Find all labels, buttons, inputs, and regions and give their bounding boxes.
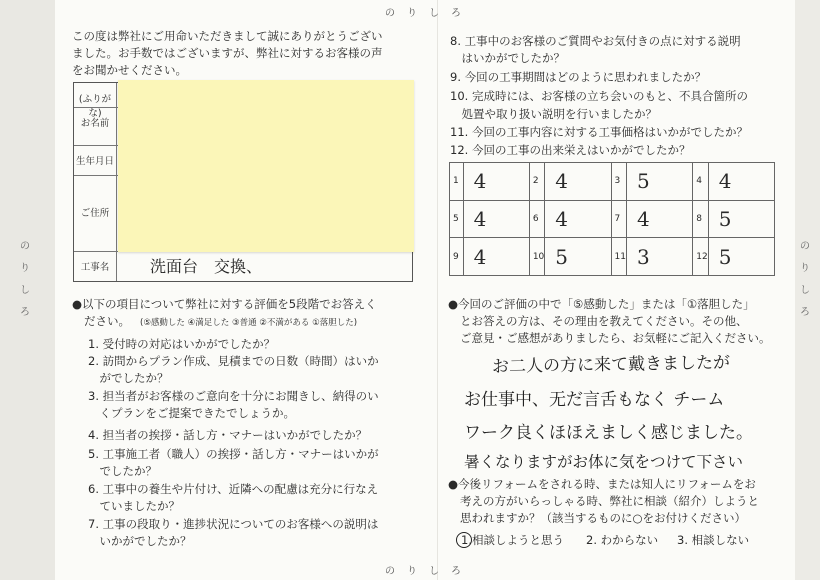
question-line: ていましたか？ — [88, 499, 180, 513]
score-value: 5 — [627, 163, 693, 201]
question-line: がでしたか？ — [88, 371, 169, 385]
score-value: 4 — [463, 238, 529, 276]
score-number: 9 — [450, 238, 464, 276]
score-number: 8 — [693, 200, 708, 238]
score-value: 4 — [545, 200, 611, 238]
question-line: 7. 工事の段取り・進捗状況についてのお客様への説明は — [88, 517, 379, 531]
comment-handwritten-3: ワーク良くほほえましく感じました。 — [464, 423, 753, 443]
score-number: 5 — [450, 200, 464, 238]
referral-option-3[interactable]: 3. 相談しない — [677, 533, 750, 547]
rating-lead-1: ●以下の項目について弊社に対する評価を5段階でお答えく — [72, 297, 377, 311]
question-line: 12. 今回の工事の出来栄えはいかがでしたか？ — [450, 143, 691, 157]
question-line: 9. 今回の工事期間はどのように思われましたか？ — [450, 70, 707, 84]
referral-option-1[interactable]: 1.相談しようと思う — [461, 533, 564, 547]
question-line: 5. 工事施工者（職人）の挨拶・話し方・マナーはいかが — [88, 447, 379, 461]
score-number: 7 — [611, 200, 626, 238]
score-value: 5 — [708, 238, 774, 276]
question-line: 10. 完成時には、お客様の立ち会いのもと、不具合箇所の — [450, 89, 748, 103]
rating-lead-2: ださい。 — [84, 314, 130, 328]
reason-lead-2: とお答えの方は、その理由を教えてください。その他、 — [460, 314, 748, 328]
work-name-label: 工事名 — [80, 262, 110, 273]
bottom-glue-label: のりしろ — [385, 566, 473, 577]
score-value: 4 — [545, 163, 611, 201]
score-value: 3 — [627, 238, 693, 276]
question-line: でしたか？ — [88, 464, 157, 478]
reason-lead-3: ご意見・ご感想がありましたら、お気軽にご記入ください。 — [460, 331, 771, 345]
score-number: 2 — [529, 163, 544, 201]
birthday-label: 生年月日 — [75, 156, 114, 167]
score-number: 6 — [529, 200, 544, 238]
score-value: 4 — [627, 200, 693, 238]
furigana-label: (ふりがな) — [78, 94, 112, 119]
intro-line-1: この度は弊社にご用命いただきまして誠にありがとうござい — [72, 29, 383, 43]
top-glue-label: のりしろ — [385, 8, 473, 19]
question-line: 6. 工事中の養生や片付け、近隣への配慮は充分に行なえ — [88, 482, 379, 496]
name-label: お名前 — [80, 118, 110, 129]
right-glue-label: のりしろ — [800, 241, 810, 318]
score-value: 5 — [708, 200, 774, 238]
score-number: 1 — [450, 163, 464, 201]
fold-line — [437, 0, 438, 580]
question-line: はいかがでしたか？ — [450, 51, 565, 65]
referral-option-2[interactable]: 2. わからない — [586, 533, 659, 547]
score-number: 12 — [693, 238, 708, 276]
referral-lead-2: 考えの方がいらっしゃる時、弊社に相談（紹介）しようと — [460, 494, 759, 508]
work-name-handwritten: 洗面台 交換、 — [150, 257, 263, 276]
score-value: 4 — [708, 163, 774, 201]
score-number: 10 — [529, 238, 544, 276]
score-number: 4 — [693, 163, 708, 201]
question-line: 2. 訪問からプラン作成、見積までの日数（時間）はいか — [88, 354, 379, 368]
question-line: 8. 工事中のお客様のご質問やお気付きの点に対する説明 — [450, 34, 741, 48]
comment-handwritten-2: お仕事中、无だ言舌もなく チーム — [464, 390, 725, 410]
question-line: いかがでしたか？ — [88, 534, 192, 548]
address-label: ご住所 — [80, 208, 110, 219]
reason-lead-1: ●今回のご評価の中で「⑤感動した」または「①落胆した」 — [448, 297, 755, 311]
intro-line-2: ました。お手数ではございますが、弊社に対するお客様の声 — [72, 46, 383, 60]
score-number: 3 — [611, 163, 626, 201]
score-grid — [449, 162, 775, 276]
privacy-sticky-note — [118, 80, 414, 252]
question-line: くプランをご提案できたでしょうか。 — [88, 406, 295, 420]
intro-line-3: をお聞かせください。 — [72, 63, 187, 77]
rating-scale: (⑤感動した ④満足した ③普通 ②不満がある ①落胆した) — [140, 318, 358, 328]
comment-handwritten-4: 暑くなりますがお体に気をつけて下さい — [464, 453, 744, 471]
score-value: 4 — [463, 163, 529, 201]
score-number: 11 — [611, 238, 626, 276]
question-line: 4. 担当者の挨拶・話し方・マナーはいかがでしたか？ — [88, 428, 368, 442]
comment-handwritten-1: お二人の方に来て戴きましたが — [491, 352, 731, 378]
question-line: 処置や取り扱い説明を行いましたか？ — [450, 107, 657, 121]
question-line: 11. 今回の工事内容に対する工事価格はいかがでしたか？ — [450, 125, 748, 139]
score-value: 5 — [545, 238, 611, 276]
referral-lead-3: 思われますか？（該当するものに○をお付けください） — [460, 511, 747, 525]
score-value: 4 — [463, 200, 529, 238]
referral-lead-1: ●今後リフォームをされる時、または知人にリフォームをお — [448, 477, 756, 491]
question-line: 3. 担当者がお客様のご意向を十分にお聞きし、納得のい — [88, 389, 379, 403]
question-line: 1. 受付時の対応はいかがでしたか？ — [88, 337, 276, 351]
left-glue-label: のりしろ — [20, 241, 30, 318]
